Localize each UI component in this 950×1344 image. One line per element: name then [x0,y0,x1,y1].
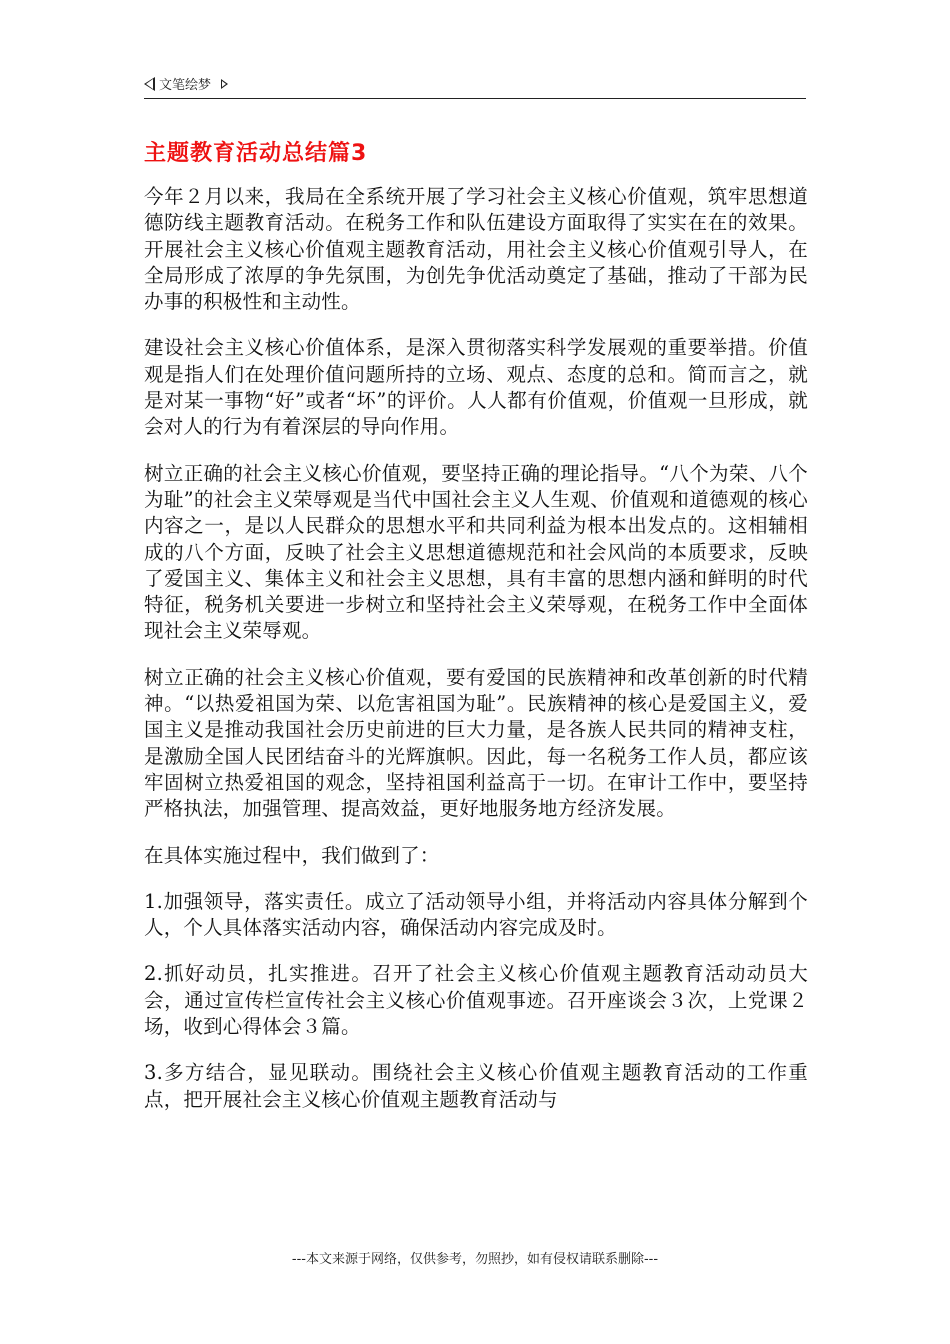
paragraph: 1.加强领导，落实责任。成立了活动领导小组，并将活动内容具体分解到个人，个人具体落实活动内容，确保活动内容完成及时。 [144,889,808,940]
brand-label: 文笔绘梦 [159,78,212,93]
footer-disclaimer: ---本文来源于网络，仅供参考，勿照抄，如有侵权请联系删除--- [291,1252,659,1267]
paragraph: 建设社会主义核心价值体系，是深入贯彻落实科学发展观的重要举措。价值观是指人们在处理价值问题所持的立场、观点、态度的总和。简而言之，就是对某一事物“好”或者“坏”的评价。人人都有价值观，价值观一旦形成，就会对人的行为有着深层的导向作用。 [144,336,808,439]
page-header [144,72,806,99]
header-brand [144,74,228,93]
document-title: 主题教育活动总结篇3 [144,141,368,166]
triangle-left-icon [144,77,155,91]
paragraph: 在具体实施过程中，我们做到了： [144,843,440,867]
document-body [144,184,808,1133]
triangle-right-icon [221,79,228,89]
paragraph: 树立正确的社会主义核心价值观，要坚持正确的理论指导。“八个为荣、八个为耻”的社会主义荣辱观是当代中国社会主义人生观、价值观和道德观的核心内容之一，是以人民群众的思想水平和共同利益为根本出发点的。这相辅相成的八个方面，反映了社会主义思想道德规范和社会风尚的本质要求，反映了爱国主义、集体主义和社会主义思想，具有丰富的思想内涵和鲜明的时代特征，税务机关要进一步树立和坚持社会主义荣辱观，在税务工作中全面体现社会主义荣辱观。 [144,461,808,643]
paragraph: 今年２月以来，我局在全系统开展了学习社会主义核心价值观，筑牢思想道德防线主题教育活动。在税务工作和队伍建设方面取得了实实在在的效果。开展社会主义核心价值观主题教育活动，用社会主义核心价值观引导人，在全局形成了浓厚的争先氛围，为创先争优活动奠定了基础，推动了干部为民办事的积极性和主动性。 [144,185,808,314]
paragraph: 3.多方结合，显见联动。围绕社会主义核心价值观主题教育活动的工作重点，把开展社会主义核心价值观主题教育活动与 [144,1061,808,1111]
paragraph: 树立正确的社会主义核心价值观，要有爱国的民族精神和改革创新的时代精神。“以热爱祖国为荣、以危害祖国为耻”。民族精神的核心是爱国主义，爱国主义是推动我国社会历史前进的巨大力量，是各族人民共同的精神支柱，是激励全国人民团结奋斗的光辉旗帜。因此，每一名税务工作人员，都应该牢固树立热爱祖国的观念，坚持祖国利益高于一切。在审计工作中，要坚持严格执法，加强管理、提高效益，更好地服务地方经济发展。 [144,665,808,821]
paragraph: 2.抓好动员，扎实推进。召开了社会主义核心价值观主题教育活动动员大会，通过宣传栏宣传社会主义核心价值观事迹。召开座谈会３次，上党课２场，收到心得体会３篇。 [144,962,808,1039]
